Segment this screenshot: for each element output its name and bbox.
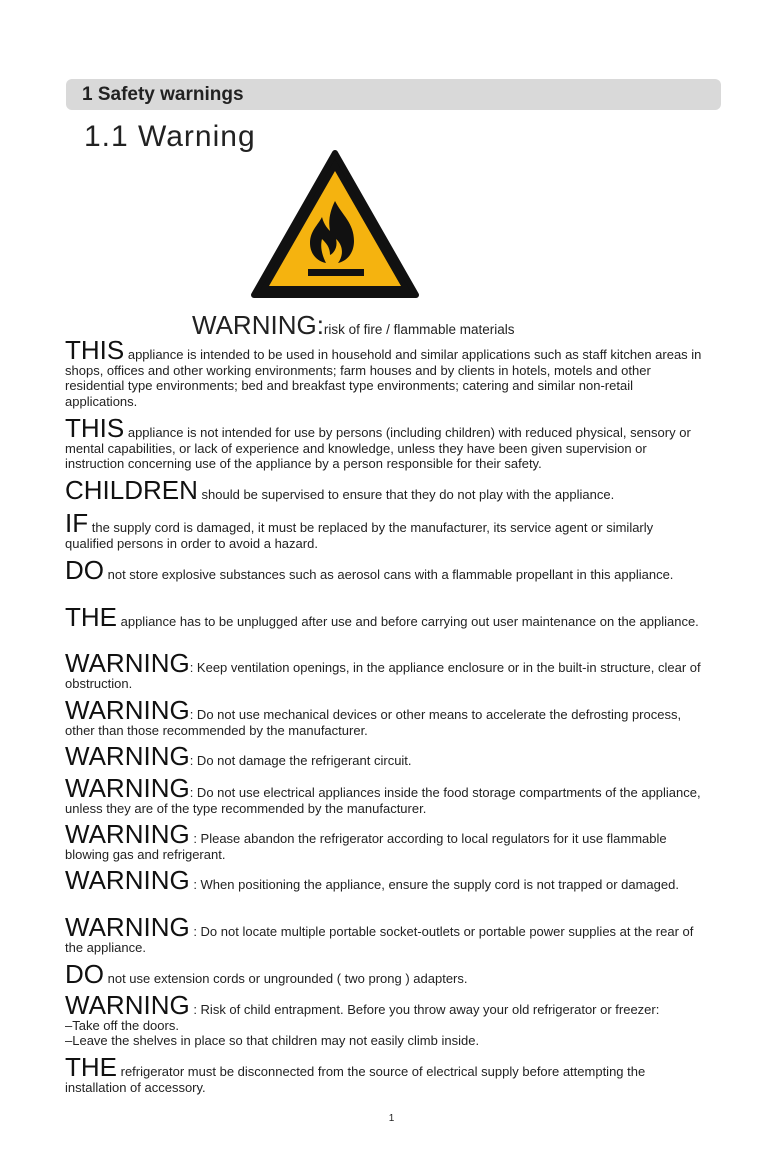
- paragraph-lead: DO: [65, 959, 104, 989]
- paragraph: [65, 1052, 705, 1095]
- paragraph-text: : Do not use electrical appliances inside the food storage compartments of the appliance, unless they are of the type recommended by the manufacturer.: [65, 785, 701, 816]
- paragraph-lead: WARNING: [65, 773, 190, 803]
- paragraph-lead: THE: [65, 1052, 117, 1082]
- paragraph-text: : Do not damage the refrigerant circuit.: [189, 753, 412, 768]
- section-header-bar: [66, 79, 721, 110]
- paragraph-text: : Please abandon the refrigerator according to local regulators for it use flammable blowing gas and refrigerant.: [65, 831, 667, 862]
- warning-caption-text: risk of fire / flammable materials: [323, 322, 515, 337]
- paragraph-text: : When positioning the appliance, ensure the supply cord is not trapped or damaged.: [189, 877, 679, 892]
- paragraph: [65, 912, 705, 955]
- paragraph-text: refrigerator must be disconnected from the source of electrical supply before attempting the installation of accessory.: [65, 1064, 646, 1095]
- paragraph-lead: DO: [65, 555, 104, 585]
- paragraph-text: not store explosive substances such as aerosol cans with a flammable propellant in this appliance.: [104, 567, 674, 582]
- paragraph-lead: CHILDREN: [65, 475, 198, 505]
- paragraph-lead: WARNING: [65, 819, 190, 849]
- paragraph-lead: WARNING: [65, 912, 190, 942]
- paragraph-text: : Do not locate multiple portable socket-outlets or portable power supplies at the rear of the appliance.: [65, 924, 694, 955]
- subsection-title: 1.1 Warning: [84, 120, 256, 153]
- paragraph: [65, 959, 705, 989]
- paragraph: [65, 335, 705, 409]
- paragraph-text: not use extension cords or ungrounded ( two prong ) adapters.: [104, 971, 468, 986]
- paragraph-lead: WARNING: [65, 990, 190, 1020]
- paragraph: [65, 602, 705, 632]
- flammable-warning-triangle-icon: [250, 149, 420, 301]
- paragraph-lead: THIS: [65, 413, 125, 443]
- paragraph: [65, 865, 705, 895]
- paragraph: [65, 773, 705, 816]
- paragraph: [65, 475, 705, 505]
- paragraph-lead: THE: [65, 602, 117, 632]
- paragraph-text: should be supervised to ensure that they do not play with the appliance.: [197, 487, 615, 502]
- section-title: 1 Safety warnings: [82, 84, 244, 105]
- paragraph: [65, 741, 705, 771]
- paragraph-text: appliance has to be unplugged after use and before carrying out user maintenance on the appliance.: [117, 614, 699, 629]
- paragraph-text: the supply cord is damaged, it must be replaced by the manufacturer, its service agent or similarly qualified persons in order to avoid a hazard.: [65, 520, 654, 551]
- paragraph-text: appliance is not intended for use by persons (including children) with reduced physical, sensory or mental capabilities, or lack of experience and knowledge, unless they have been given supervision or instruction concerning use of the appliance by a person responsible for their safety.: [65, 425, 691, 471]
- paragraph-lead: IF: [65, 508, 89, 538]
- paragraph: [65, 695, 705, 738]
- list-item: –Leave the shelves in place so that children may not easily climb inside.: [65, 1033, 480, 1048]
- paragraph-lead: THIS: [65, 335, 125, 365]
- paragraph: [65, 990, 705, 1049]
- warning-caption-lead: WARNING:: [192, 310, 324, 340]
- paragraph-text: : Do not use mechanical devices or other means to accelerate the defrosting process, other than those recommended by the manufacturer.: [65, 707, 682, 738]
- paragraph: [65, 413, 705, 472]
- list-item: –Take off the doors.: [65, 1017, 179, 1033]
- paragraph-lead: WARNING: [65, 695, 190, 725]
- paragraph-lead: WARNING: [65, 865, 190, 895]
- paragraph-lead: WARNING: [65, 741, 190, 771]
- paragraph: [65, 508, 705, 551]
- paragraph: [65, 648, 705, 691]
- paragraph-lead: WARNING: [65, 648, 190, 678]
- page-number: 1: [388, 1113, 395, 1124]
- paragraph-text: : Risk of child entrapment. Before you throw away your old refrigerator or freezer:: [189, 1002, 660, 1017]
- paragraph: [65, 555, 705, 585]
- paragraph-text: : Keep ventilation openings, in the appliance enclosure or in the built-in structure, clear of obstruction.: [65, 660, 701, 691]
- warning-caption: [192, 310, 514, 341]
- paragraph: [65, 819, 705, 862]
- paragraph-text: appliance is intended to be used in household and similar applications such as staff kitchen areas in shops, offices and other working environments; farm houses and by clients in hotels, motels and other residential type environments; bed and breakfast type environments; catering and similar non-retail applications.: [65, 347, 702, 409]
